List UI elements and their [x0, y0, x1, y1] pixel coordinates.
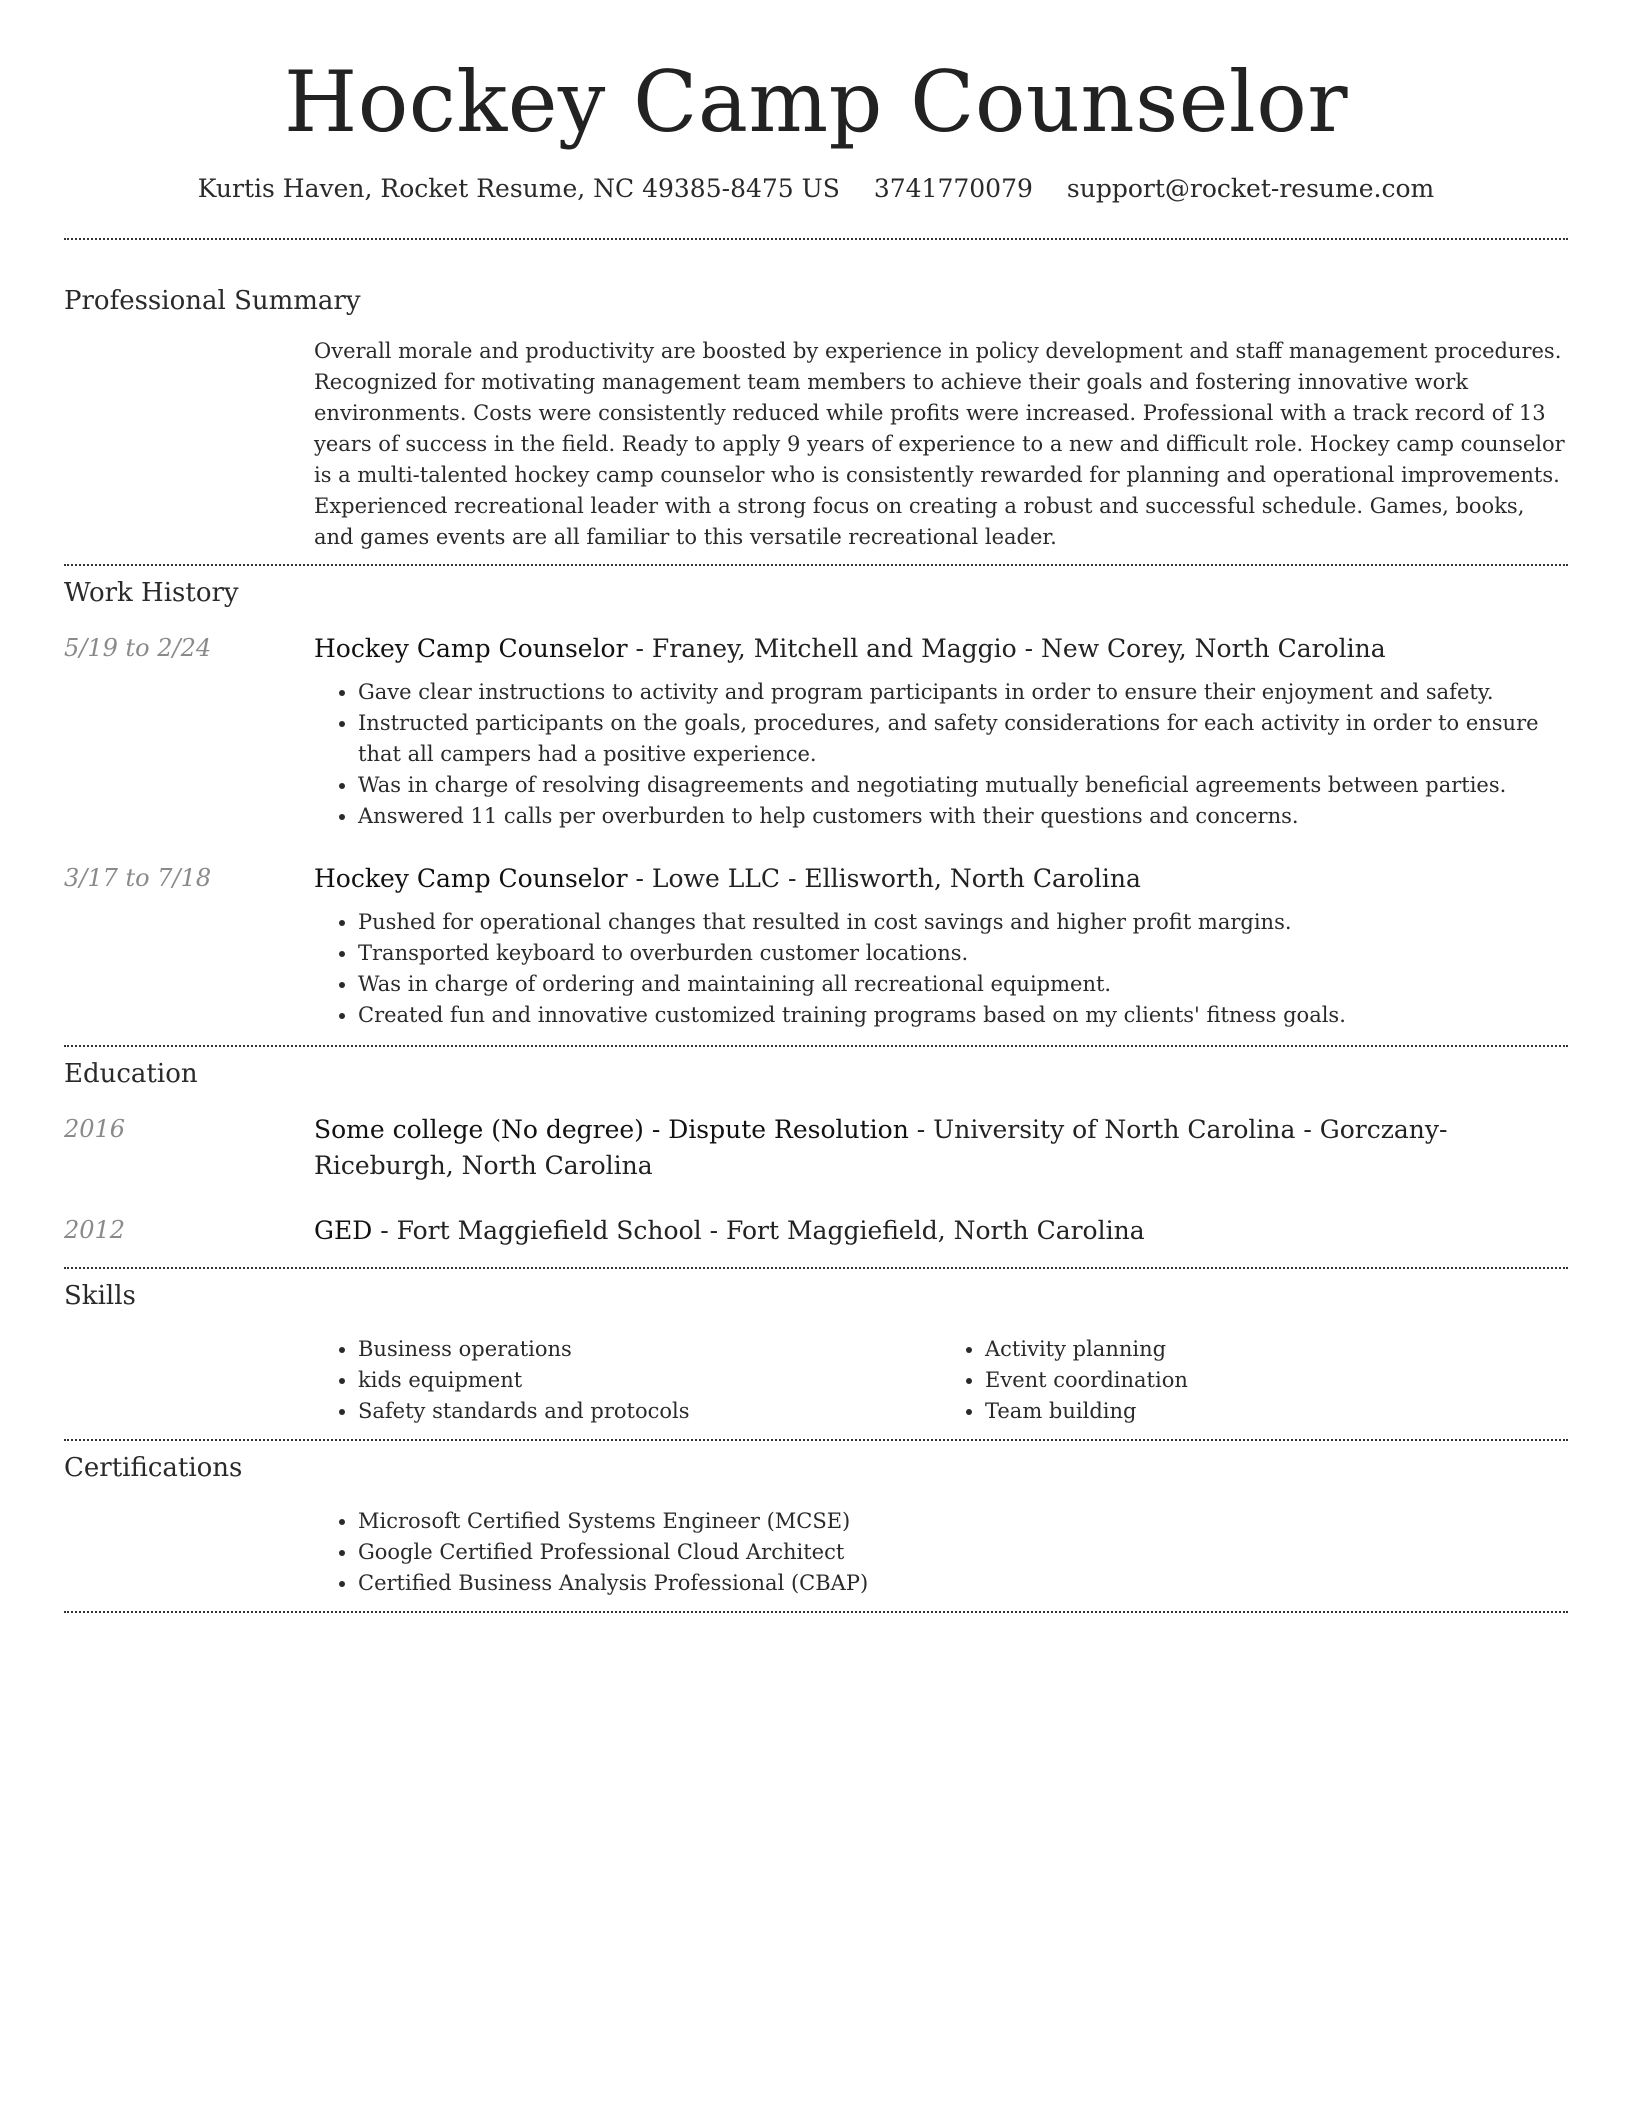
job-bullets [314, 677, 1568, 832]
education-entry [64, 1213, 1568, 1249]
list-item: • Pushed for operational changes that resulted in cost savings and higher profit margins. [358, 907, 1568, 938]
certifications-list [314, 1506, 1568, 1599]
work-history-heading: Work History [64, 578, 239, 608]
certification-item: • Certified Business Analysis Professional (CBAP) [358, 1568, 1568, 1599]
contact-line [64, 172, 1568, 206]
contact-address: Kurtis Haven, Rocket Resume, NC 49385-8475 US [197, 174, 840, 203]
divider [64, 1611, 1568, 1613]
list-item: • Instructed participants on the goals, procedures, and safety considerations for each activity in order to ensure that all campers had a positive experience. [358, 708, 1568, 770]
education-year: 2016 [64, 1115, 126, 1143]
resume-title: Hockey Camp Counselor [283, 53, 1349, 151]
skills-section [64, 1279, 1568, 1427]
list-item: • Was in charge of resolving disagreements and negotiating mutually beneficial agreements between parties. [358, 770, 1568, 801]
divider [64, 1045, 1568, 1047]
skill-item: • Business operations [358, 1334, 941, 1365]
certifications-heading: Certifications [64, 1453, 243, 1483]
education-year: 2012 [64, 1216, 126, 1244]
list-item: • Transported keyboard to overburden customer locations. [358, 938, 1568, 969]
job-title: Hockey Camp Counselor [314, 634, 628, 663]
education-details: - University of North Carolina - Gorczany-Riceburgh, North Carolina [314, 1115, 1448, 1180]
work-history-section [64, 576, 1568, 1031]
education-entry [64, 1112, 1568, 1184]
skill-item: • Event coordination [985, 1365, 1568, 1396]
certification-item: • Microsoft Certified Systems Engineer (MCSE) [358, 1506, 1568, 1537]
job-details: - Franey, Mitchell and Maggio - New Corey, North Carolina [627, 634, 1386, 663]
divider [64, 1439, 1568, 1441]
education-heading-line [314, 1213, 1568, 1249]
job-heading [314, 861, 1568, 897]
list-item: • Gave clear instructions to activity and program participants in order to ensure their enjoyment and safety. [358, 677, 1568, 708]
list-item: • Was in charge of ordering and maintaining all recreational equipment. [358, 969, 1568, 1000]
contact-phone: 3741770079 [873, 174, 1033, 203]
skill-item: • Safety standards and protocols [358, 1396, 941, 1427]
education-heading: Education [64, 1059, 198, 1089]
summary-section [64, 284, 1568, 553]
job-heading [314, 631, 1568, 667]
skill-item: • kids equipment [358, 1365, 941, 1396]
divider [64, 1267, 1568, 1269]
education-section [64, 1057, 1568, 1249]
job-details: - Lowe LLC - Ellisworth, North Carolina [627, 864, 1141, 893]
job-entry [64, 631, 1568, 832]
list-item: • Created fun and innovative customized training programs based on my clients' fitness goals. [358, 1000, 1568, 1031]
education-details: - Fort Maggiefield School - Fort Maggiefield, North Carolina [372, 1216, 1145, 1245]
certifications-section [64, 1451, 1568, 1599]
skills-column [314, 1334, 941, 1427]
certification-item: • Google Certified Professional Cloud Architect [358, 1537, 1568, 1568]
divider [64, 238, 1568, 240]
job-dates: 3/17 to 7/18 [64, 864, 212, 892]
education-degree: Some college (No degree) - Dispute Resolution [314, 1115, 909, 1144]
job-entry [64, 861, 1568, 1031]
summary-text: Overall morale and productivity are boosted by experience in policy development and staff management procedures. Recognized for motivating management team members to achieve their goals and fostering innovative work environments. Costs were consistently reduced while profits were increased. Professional with a track record of 13 years of success in the field. Ready to apply 9 years of experience to a new and difficult role. Hockey camp counselor is a multi-talented hockey camp counselor who is consistently rewarded for planning and operational improvements. Experienced recreational leader with a strong focus on creating a robust and successful schedule. Games, books, and games events are all familiar to this versatile recreational leader. [314, 339, 1565, 549]
job-title: Hockey Camp Counselor [314, 864, 628, 893]
job-bullets [314, 907, 1568, 1031]
education-degree: GED [314, 1216, 373, 1245]
education-heading-line [314, 1112, 1568, 1184]
divider [64, 564, 1568, 566]
summary-heading: Professional Summary [64, 286, 361, 316]
skills-list [314, 1334, 1568, 1427]
skills-heading: Skills [64, 1281, 136, 1311]
list-item: • Answered 11 calls per overburden to help customers with their questions and concerns. [358, 801, 1568, 832]
contact-email: support@rocket-resume.com [1066, 174, 1435, 203]
skill-item: • Activity planning [985, 1334, 1568, 1365]
skill-item: • Team building [985, 1396, 1568, 1427]
skills-column [941, 1334, 1568, 1427]
job-dates: 5/19 to 2/24 [64, 634, 212, 662]
